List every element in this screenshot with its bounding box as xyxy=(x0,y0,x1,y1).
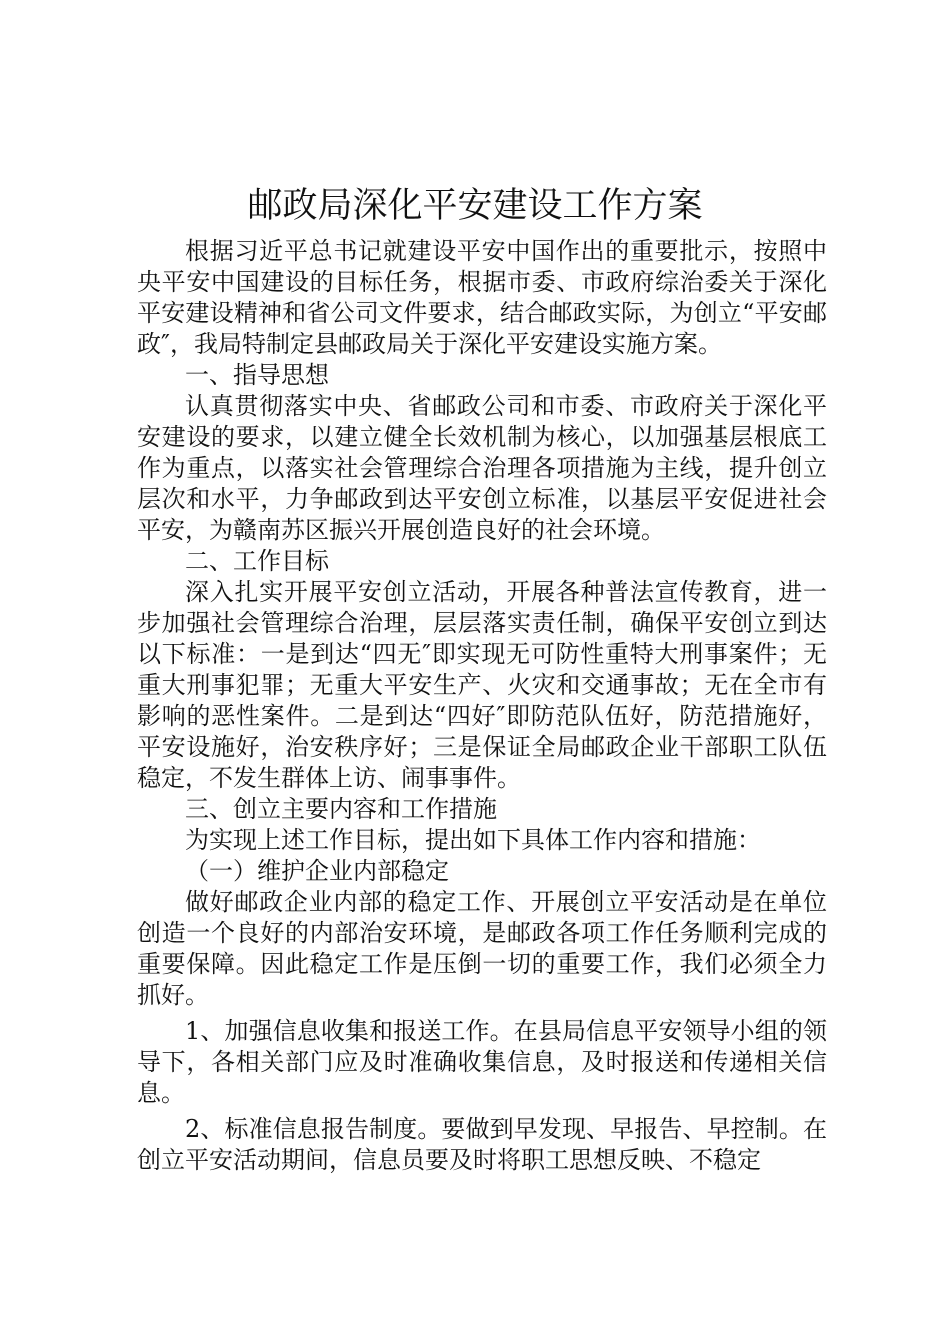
heading-work-goals: 二、工作目标 xyxy=(185,547,329,575)
paragraph-main-content-intro: 为实现上述工作目标，提出如下具体工作内容和措施： xyxy=(185,826,761,854)
paragraph-item-2: 2、标准信息报告制度。要做到早发现、早报告、早控制。在创立平安活动期间，信息员要及时将职工思想反映、不稳定 xyxy=(137,1115,827,1174)
document-body xyxy=(137,236,827,1176)
subheading-stability: （一）维护企业内部稳定 xyxy=(185,857,449,885)
paragraph-stability: 做好邮政企业内部的稳定工作、开展创立平安活动是在单位创造一个良好的内部治安环境，是邮政各项工作任务顺利完成的重要保障。因此稳定工作是压倒一切的重要工作，我们必须全力抓好。 xyxy=(137,888,827,1009)
paragraph-work-goals: 深入扎实开展平安创立活动，开展各种普法宣传教育，进一步加强社会管理综合治理，层层落实责任制，确保平安创立到达以下标准：一是到达“四无″即实现无可防性重特大刑事案件；无重大刑事犯罪；无重大平安生产、火灾和交通事故；无在全市有影响的恶性案件。二是到达“四好″即防范队伍好，防范措施好，平安设施好，治安秩序好；三是保证全局邮政企业干部职工队伍稳定，不发生群体上访、闹事事件。 xyxy=(137,578,827,792)
paragraph-intro: 根据习近平总书记就建设平安中国作出的重要批示，按照中央平安中国建设的目标任务，根据市委、市政府综治委关于深化平安建设精神和省公司文件要求，结合邮政实际，为创立“平安邮政″，我局特制定县邮政局关于深化平安建设实施方案。 xyxy=(137,237,827,358)
heading-main-content: 三、创立主要内容和工作措施 xyxy=(185,795,497,823)
paragraph-guiding-thought: 认真贯彻落实中央、省邮政公司和市委、市政府关于深化平安建设的要求，以建立健全长效机制为核心，以加强基层根底工作为重点，以落实社会管理综合治理各项措施为主线，提升创立层次和水平，力争邮政到达平安创立标准，以基层平安促进社会平安，为赣南苏区振兴开展创造良好的社会环境。 xyxy=(137,392,827,544)
heading-guiding-thought: 一、指导思想 xyxy=(185,361,329,389)
paragraph-item-1: 1、加强信息收集和报送工作。在县局信息平安领导小组的领导下，各相关部门应及时准确收集信息，及时报送和传递相关信息。 xyxy=(137,1017,827,1107)
document-title: 邮政局深化平安建设工作方案 xyxy=(247,186,703,226)
